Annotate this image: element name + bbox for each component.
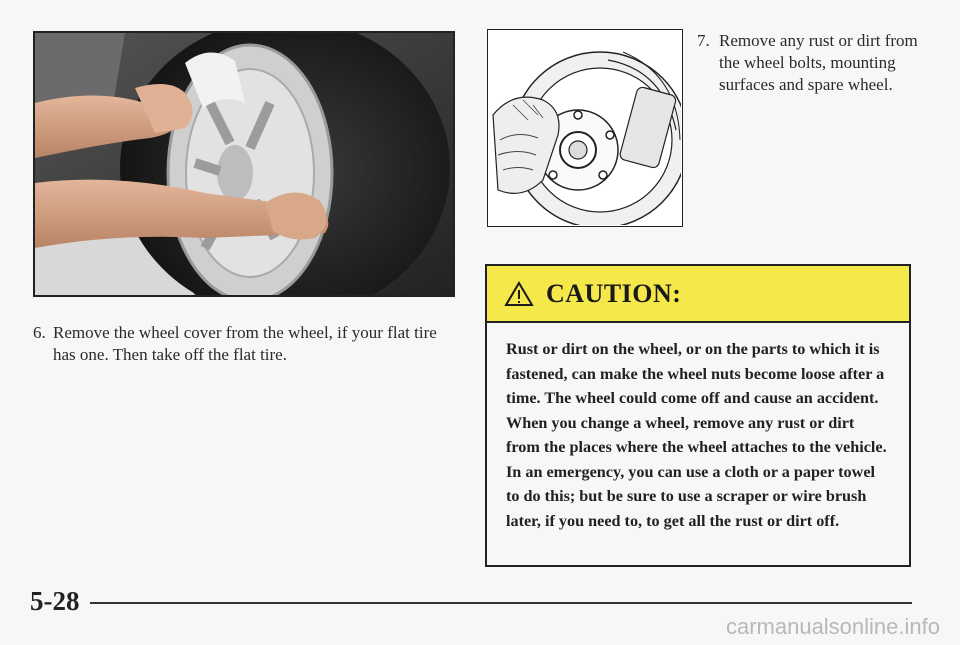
caution-body-text: Rust or dirt on the wheel, or on the parts to which it is fastened, can make the wheel nuts become loose after a time. The wheel could come off and cause an accident. When you change a wheel, remove any rust or dirt from the places where the wheel attaches to the vehicle. In an emergency, you can use a cloth or a paper towel to do this; but be sure to use a scraper or wire brush later, if you need to, to get all the rust or dirt off. [506, 340, 887, 530]
watermark: carmanualsonline.info [725, 614, 940, 639]
page-number: 5-28 [30, 586, 80, 616]
caution-title: CAUTION: [546, 278, 682, 308]
step-6-instruction [33, 322, 458, 366]
warning-triangle-icon [504, 281, 534, 307]
step-7-instruction [697, 30, 927, 96]
step-6-text: Remove the wheel cover from the wheel, if your flat tire has one. Then take off the flat tire. [53, 323, 437, 364]
step-7-number: 7. [697, 31, 710, 50]
step-7-text: Remove any rust or dirt from the wheel bolts, mounting surfaces and spare wheel. [719, 31, 918, 94]
step-6-number: 6. [33, 323, 46, 342]
wheel-hub-cleaning-illustration [487, 29, 683, 227]
wheel-cover-removal-photo [33, 31, 455, 297]
caution-header [487, 266, 909, 323]
footer-rule [90, 602, 912, 604]
caution-box [485, 264, 911, 567]
